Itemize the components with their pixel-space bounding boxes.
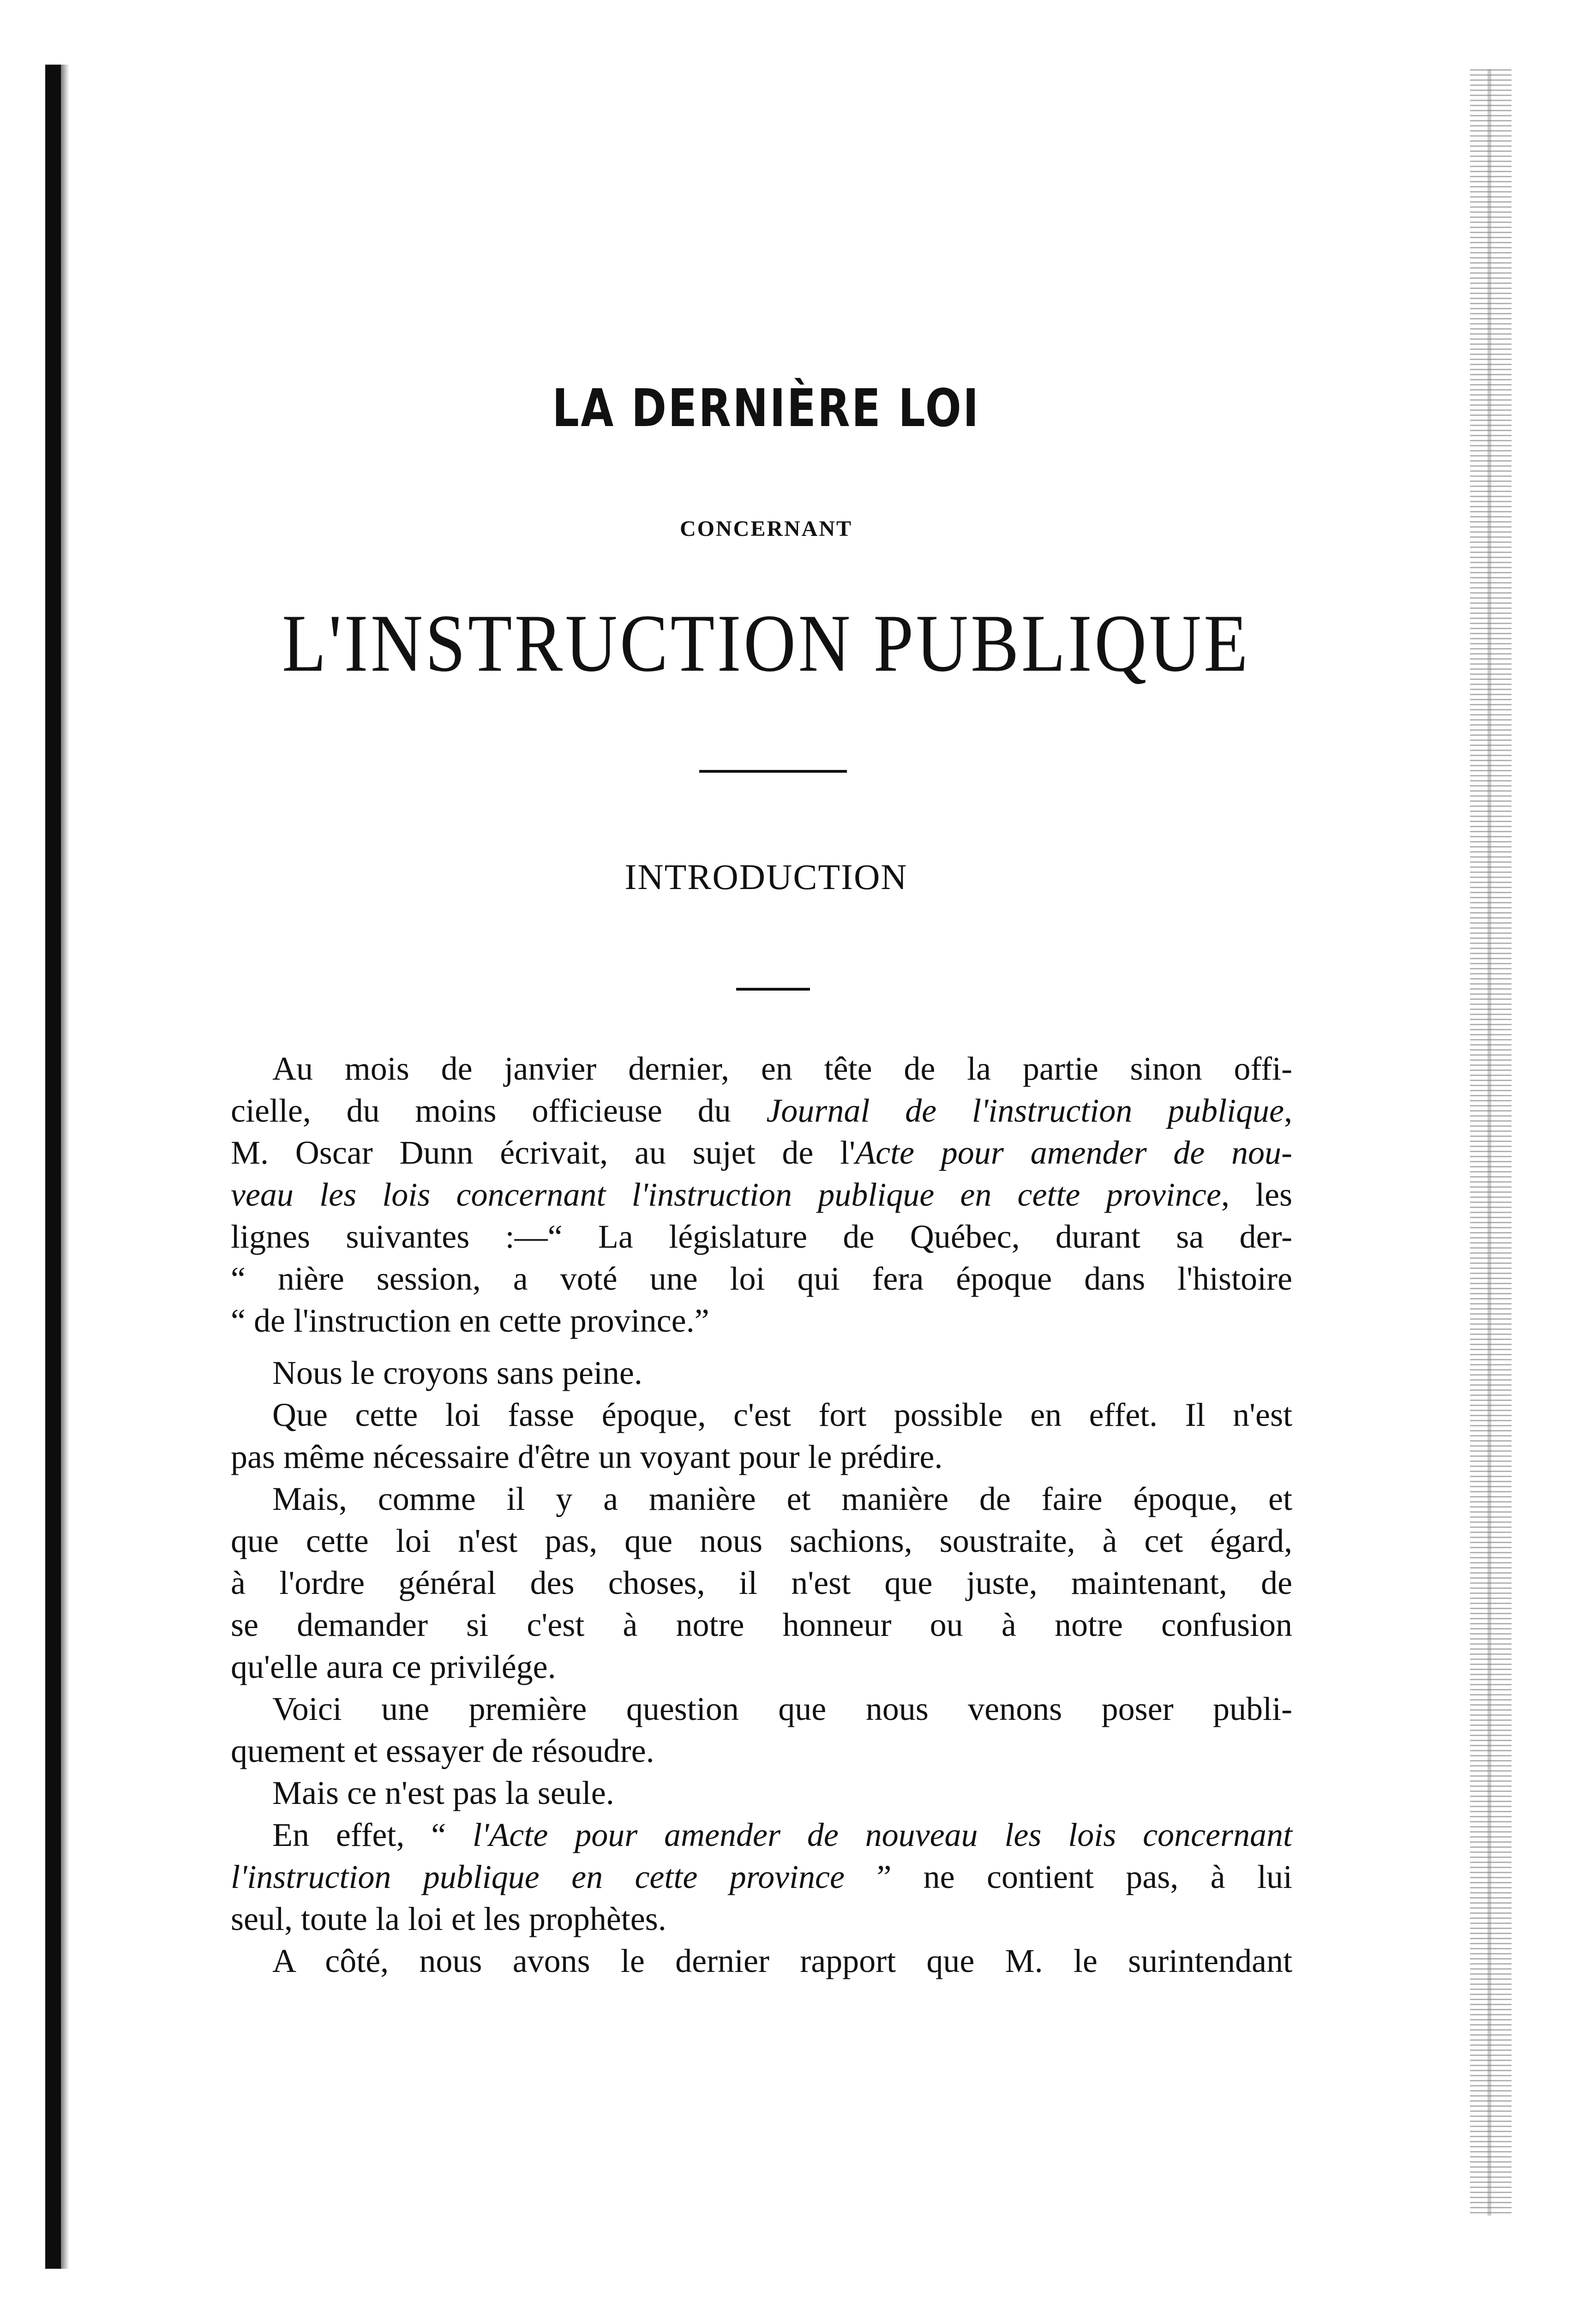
paragraph-8: A côté, nous avons le dernier rapport que M. le surintendant xyxy=(272,1942,1292,1979)
text-line xyxy=(231,1132,1292,1174)
text-line: “ nière session, a voté une loi qui fera époque dans l'histoire xyxy=(231,1260,1292,1297)
text-line: que cette loi n'est pas, que nous sachions, soustraite, à cet égard, xyxy=(231,1522,1292,1559)
text-line: pas même nécessaire d'être un voyant pour le prédire. xyxy=(231,1438,943,1475)
text-run: , xyxy=(1284,1092,1292,1129)
italic-title: veau les lois concernant l'instruction publique en cette province xyxy=(231,1176,1221,1213)
text-line xyxy=(231,1174,1292,1216)
text-line: Voici une première question que nous venons poser publi- xyxy=(272,1690,1292,1727)
text-line: lignes suivantes :—“ La législature de Québec, durant sa der- xyxy=(231,1218,1292,1255)
title-line-1: LA DERNIÈRE LOI xyxy=(552,379,980,439)
text-line: seul, toute la loi et les prophètes. xyxy=(231,1900,666,1937)
paragraph-7 xyxy=(231,1814,1292,1940)
text-run: En effet, “ xyxy=(272,1816,473,1853)
text-line: se demander si c'est à notre honneur ou à notre confusion xyxy=(231,1606,1292,1643)
italic-title: l'Acte pour amender de nouveau les lois concernant xyxy=(473,1816,1292,1853)
text-line xyxy=(231,1856,1292,1898)
scan-binding-edge xyxy=(45,65,61,2269)
text-run: , les xyxy=(1221,1176,1292,1213)
text-run: M. Oscar Dunn écrivait, au sujet de l' xyxy=(231,1134,856,1171)
text-line: à l'ordre général des choses, il n'est que juste, maintenant, de xyxy=(231,1564,1292,1601)
text-line: “ de l'instruction en cette province.” xyxy=(231,1302,709,1339)
text-line: quement et essayer de résoudre. xyxy=(231,1732,654,1769)
paragraph-3 xyxy=(231,1394,1292,1478)
title-divider xyxy=(699,770,847,773)
section-divider xyxy=(736,988,810,991)
section-heading: INTRODUCTION xyxy=(624,857,908,897)
italic-title: Journal de l'instruction publique xyxy=(766,1092,1284,1129)
text-line: qu'elle aura ce privilége. xyxy=(231,1648,556,1685)
title-line-2: CONCERNANT xyxy=(679,517,852,541)
paragraph-2: Nous le croyons sans peine. xyxy=(272,1354,642,1391)
paragraph-4 xyxy=(231,1478,1292,1688)
text-line: Au mois de janvier dernier, en tête de la partie sinon offi- xyxy=(272,1050,1292,1087)
paragraph-5 xyxy=(231,1688,1292,1772)
text-line: Mais, comme il y a manière et manière de faire époque, et xyxy=(272,1480,1292,1517)
scan-right-edge xyxy=(1470,69,1512,2216)
title-line-3: L'INSTRUCTION PUBLIQUE xyxy=(282,597,1250,689)
text-run: ” ne contient pas, à lui xyxy=(844,1858,1293,1895)
paragraph-6: Mais ce n'est pas la seule. xyxy=(272,1774,614,1811)
body-text xyxy=(231,1048,1292,1982)
text-run: cielle, du moins officieuse du xyxy=(231,1092,767,1129)
text-line: Que cette loi fasse époque, c'est fort possible en effet. Il n'est xyxy=(272,1396,1292,1433)
text-line xyxy=(231,1814,1292,1856)
italic-title: Acte pour amender de nou- xyxy=(855,1134,1293,1171)
text-line xyxy=(231,1090,1292,1132)
italic-title: l'instruction publique en cette province xyxy=(231,1858,845,1895)
paragraph-1 xyxy=(231,1048,1292,1342)
